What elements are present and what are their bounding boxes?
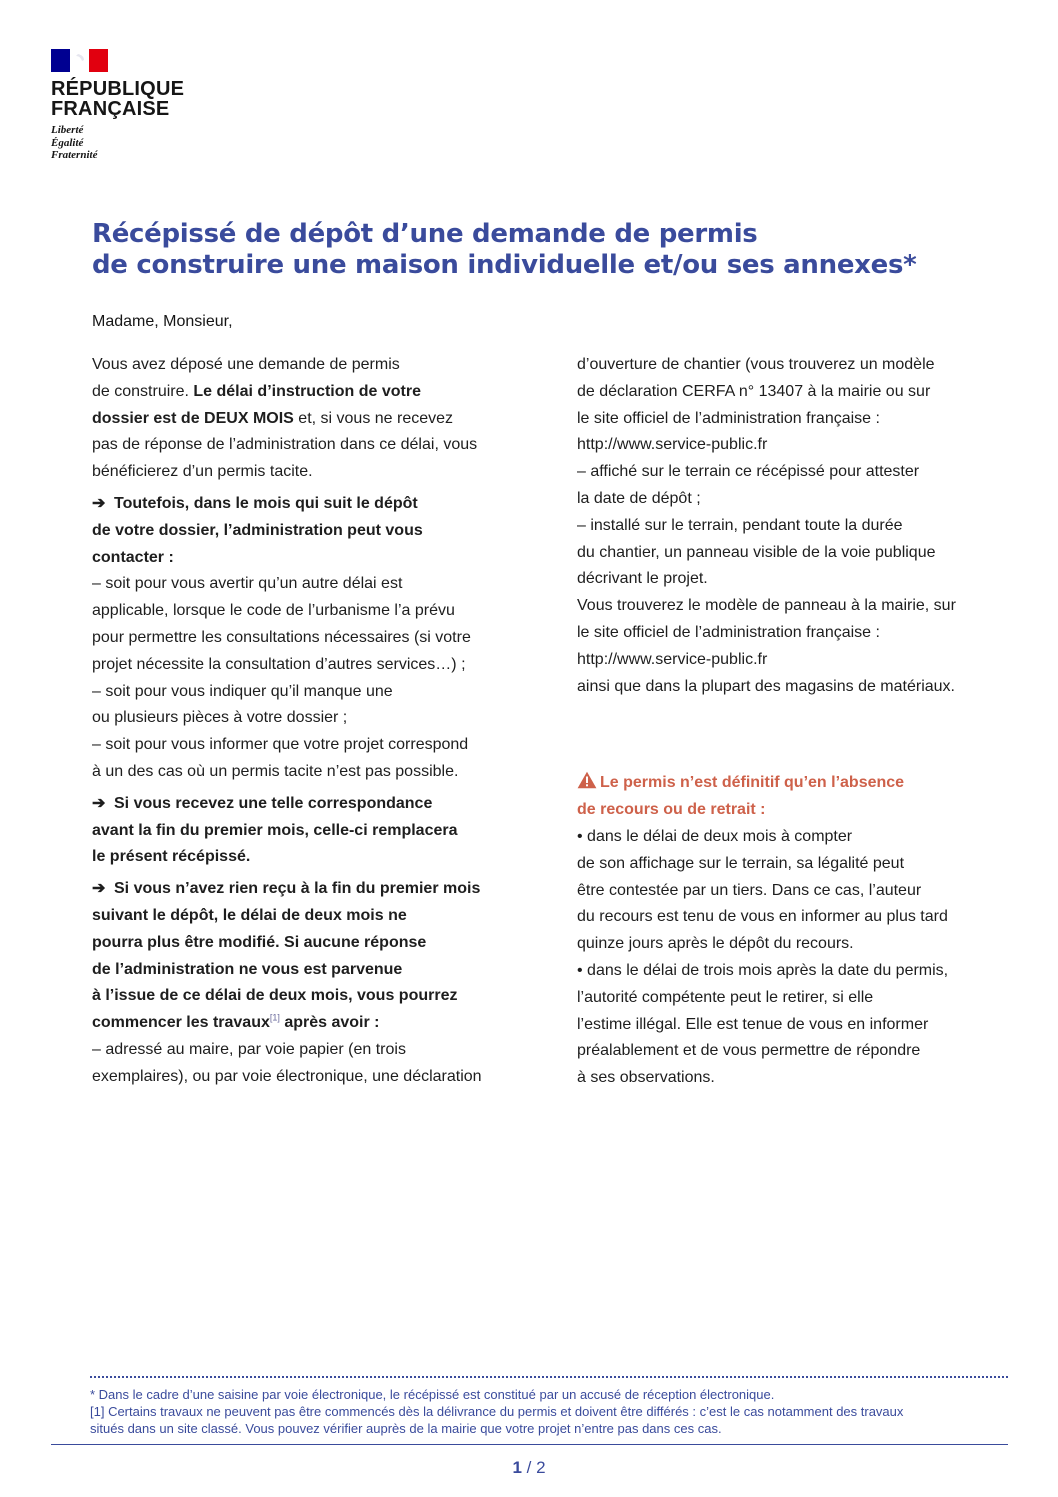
bold-text: commencer les travaux — [92, 1014, 270, 1032]
bold-text: Si vous recevez une telle correspondance — [114, 794, 433, 812]
text-line: • dans le délai de trois mois après la date du permis, — [577, 961, 949, 979]
bold-text: contacter : — [92, 548, 174, 566]
text-line: – soit pour vous avertir qu’un autre délai est — [92, 575, 403, 593]
text-line: être contestée par un tiers. Dans ce cas, l’auteur — [577, 881, 922, 899]
footnote-star: * Dans le cadre d’une saisine par voie électronique, le récépissé est constitué par un accusé de réception électronique. — [90, 1387, 775, 1402]
page-separator: / — [521, 1458, 537, 1477]
text-line: d’ouverture de chantier (vous trouverez un modèle — [577, 356, 935, 373]
text-line: – soit pour vous informer que votre projet correspond — [92, 736, 469, 754]
text-line: ou plusieurs pièces à votre dossier ; — [92, 709, 348, 727]
francaise-text: FRANÇAISE — [51, 98, 170, 120]
bold-text: de votre dossier, l’administration peut vous — [92, 521, 423, 539]
footnote-separator — [90, 1376, 1008, 1378]
text-line: applicable, lorsque le code de l’urbanisme l’a prévu — [92, 602, 455, 620]
service-public-link[interactable]: http://www.service-public.fr — [577, 436, 768, 454]
text-line: du recours est tenu de vous en informer au plus tard — [577, 908, 948, 926]
text-line: quinze jours après le dépôt du recours. — [577, 935, 854, 953]
document-title — [92, 219, 1012, 281]
warning-icon — [577, 771, 597, 789]
arrow-right-icon: ➔ — [92, 494, 106, 512]
text-line: pour permettre les consultations nécessaires (si votre — [92, 628, 471, 646]
definitive-permit-warning — [577, 770, 1017, 1092]
warning-text: de recours ou de retrait : — [577, 801, 766, 819]
bold-text: Si vous n’avez rien reçu à la fin du premier mois — [114, 880, 481, 898]
marianne-flag-icon — [51, 49, 108, 72]
text-line: le site officiel de l’administration française : — [577, 409, 880, 427]
text-line: la date de dépôt ; — [577, 489, 701, 507]
text-line: bénéficierez d’un permis tacite. — [92, 463, 313, 481]
consultation-section — [92, 491, 532, 786]
text-line: décrivant le projet. — [577, 570, 708, 588]
text-line: – affiché sur le terrain ce récépissé pour attester — [577, 463, 920, 481]
bold-text: pourra plus être modifié. Si aucune réponse — [92, 933, 427, 951]
current-page: 1 — [512, 1458, 522, 1477]
bold-text: après avoir : — [279, 1014, 380, 1032]
text-line: de déclaration CERFA n° 13407 à la mairie ou sur — [577, 382, 931, 400]
warning-heading — [577, 770, 1017, 824]
greeting: Madame, Monsieur, — [92, 313, 233, 330]
motto-liberte: Liberté — [51, 124, 84, 136]
arrow-right-icon: ➔ — [92, 880, 106, 898]
footer-rule — [51, 1444, 1008, 1445]
page-indicator — [0, 1458, 1058, 1478]
bold-text: de l’administration ne vous est parvenue — [92, 960, 403, 978]
continued-paragraph — [577, 352, 1017, 700]
text-line: le site officiel de l’administration française : — [577, 623, 880, 641]
motto-fraternite: Fraternité — [51, 149, 98, 161]
bold-text: Toutefois, dans le mois qui suit le dépôt — [114, 494, 418, 512]
text-line: à ses observations. — [577, 1069, 715, 1087]
left-column — [92, 352, 532, 1091]
warning-body — [577, 824, 1017, 1092]
service-public-link[interactable]: http://www.service-public.fr — [577, 650, 768, 668]
arrow-right-icon: ➔ — [92, 794, 106, 812]
title-line-2: de construire une maison individuelle et/ou ses annexes* — [92, 250, 917, 280]
motto-egalite: Égalité — [51, 136, 84, 149]
republique-francaise-logo — [51, 49, 184, 162]
motto — [51, 124, 184, 162]
text-line: Vous avez déposé une demande de permis — [92, 356, 400, 373]
start-works-section — [92, 876, 532, 1090]
republique-francaise-wordmark — [51, 79, 184, 119]
footnote-1 — [90, 1403, 1010, 1437]
right-column — [577, 352, 1017, 1092]
republique-text: RÉPUBLIQUE — [51, 78, 185, 100]
text-line: • dans le délai de deux mois à compter — [577, 827, 853, 845]
bold-text: suivant le dépôt, le délai de deux mois ne — [92, 906, 407, 924]
text-line: projet nécessite la consultation d’autres services…) ; — [92, 655, 466, 673]
warning-text: Le permis n’est définitif qu’en l’absence — [600, 774, 905, 792]
footnote-ref[interactable]: [1] — [269, 1012, 280, 1023]
bold-text: dossier est de DEUX MOIS — [92, 409, 294, 427]
text-line: – installé sur le terrain, pendant toute la durée — [577, 516, 903, 534]
text-line: de construire. — [92, 382, 194, 400]
text-line: pas de réponse de l’administration dans ce délai, vous — [92, 436, 478, 454]
text-line: à un des cas où un permis tacite n’est pas possible. — [92, 762, 459, 780]
footnotes — [90, 1386, 1010, 1437]
correspondence-section — [92, 791, 532, 871]
intro-paragraph — [92, 352, 532, 486]
bold-text: à l’issue de ce délai de deux mois, vous pourrez — [92, 987, 458, 1005]
bold-text: Le délai d’instruction de votre — [193, 382, 421, 400]
text-line: préalablement et de vous permettre de répondre — [577, 1042, 921, 1060]
title-line-1: Récépissé de dépôt d’une demande de permis — [92, 219, 758, 249]
total-pages: 2 — [536, 1458, 546, 1477]
text-line: et, si vous ne recevez — [293, 409, 454, 427]
bold-text: le présent récépissé. — [92, 848, 251, 866]
text-line: [1] Certains travaux ne peuvent pas être commencés dès la délivrance du permis et doivent être différés : c’est le cas notamment des travaux — [90, 1404, 904, 1419]
text-line: – soit pour vous indiquer qu’il manque une — [92, 682, 393, 700]
text-line: Vous trouverez le modèle de panneau à la mairie, sur — [577, 597, 956, 615]
text-line: du chantier, un panneau visible de la voie publique — [577, 543, 936, 561]
text-line: l’estime illégal. Elle est tenue de vous en informer — [577, 1015, 929, 1033]
text-line: ainsi que dans la plupart des magasins de matériaux. — [577, 677, 955, 695]
text-line: l’autorité compétente peut le retirer, si elle — [577, 988, 874, 1006]
bold-text: avant la fin du premier mois, celle-ci remplacera — [92, 821, 458, 839]
text-line: – adressé au maire, par voie papier (en trois — [92, 1040, 406, 1058]
text-line: situés dans un site classé. Vous pouvez vérifier auprès de la mairie que votre projet n’entre pas dans ces cas. — [90, 1421, 722, 1436]
text-line: de son affichage sur le terrain, sa légalité peut — [577, 854, 905, 872]
text-line: exemplaires), ou par voie électronique, une déclaration — [92, 1067, 482, 1085]
